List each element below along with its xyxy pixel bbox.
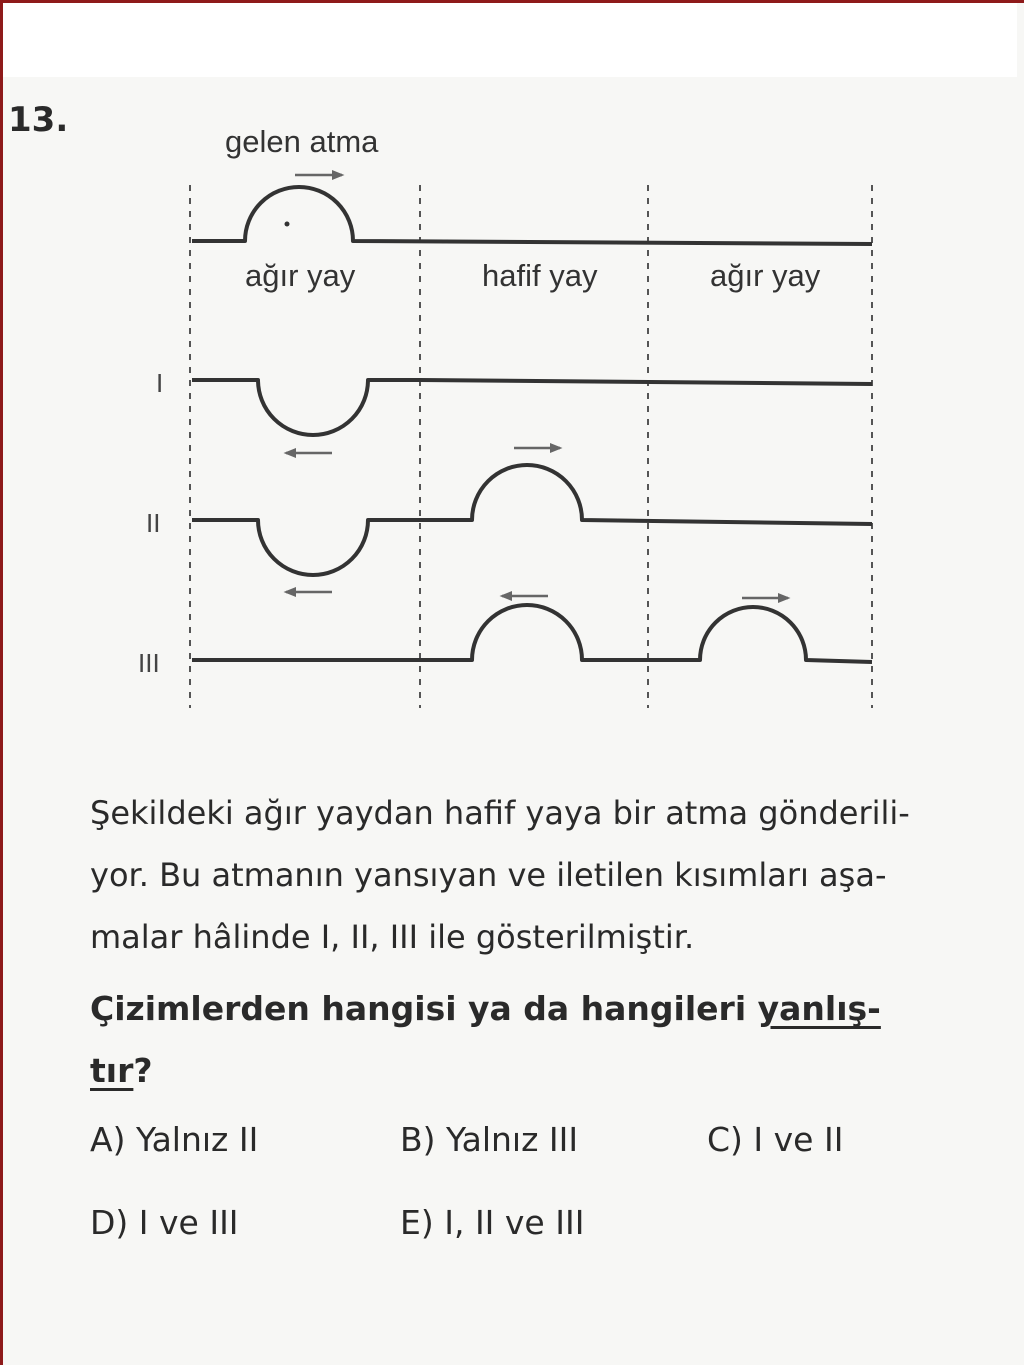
option-b-letter: B)	[400, 1120, 436, 1159]
wave-pulse-figure	[0, 110, 1024, 720]
option-a-text: Yalnız II	[135, 1120, 259, 1159]
paragraph-line-2: yor. Bu atmanın yansıyan ve iletilen kısımları aşa-	[90, 856, 887, 894]
option-e[interactable]	[400, 1203, 584, 1242]
section-label-light: hafif yay	[482, 258, 598, 293]
row-ii-wave	[192, 465, 872, 575]
option-c-letter: C)	[707, 1120, 743, 1159]
section-label-heavy-1: ağır yay	[245, 258, 356, 293]
option-b-text: Yalnız III	[446, 1120, 579, 1159]
top-white-band	[3, 3, 1017, 77]
row-iii-wave	[192, 605, 872, 662]
question-prompt	[90, 978, 980, 1102]
question-number: 13.	[8, 100, 69, 140]
question-paragraph	[90, 782, 980, 968]
incoming-pulse-label: gelen atma	[225, 124, 379, 159]
prompt-text: Çizimlerden hangisi ya da hangileri	[90, 989, 758, 1028]
option-e-text: I, II ve III	[444, 1203, 585, 1242]
option-a[interactable]	[90, 1120, 258, 1159]
row-i-wave	[192, 380, 872, 435]
paragraph-line-3: malar hâlinde I, II, III ile gösterilmiştir.	[90, 918, 695, 956]
option-d-text: I ve III	[138, 1203, 239, 1242]
prompt-underlined-2: tır	[90, 1051, 134, 1090]
option-c-text: I ve II	[753, 1120, 844, 1159]
pulse-dot	[285, 222, 290, 227]
paragraph-line-1: Şekildeki ağır yaydan hafif yaya bir atma gönderili-	[90, 794, 910, 832]
row-label-iii: III	[138, 648, 160, 678]
prompt-ending: ?	[133, 1051, 153, 1090]
option-d[interactable]	[90, 1203, 239, 1242]
option-a-letter: A)	[90, 1120, 126, 1159]
row-label-i: I	[156, 368, 164, 398]
option-b[interactable]	[400, 1120, 578, 1159]
section-label-heavy-2: ağır yay	[710, 258, 821, 293]
incoming-wave	[192, 187, 872, 244]
option-c[interactable]	[707, 1120, 843, 1159]
prompt-underlined-1: yanlış-	[757, 989, 881, 1028]
option-d-letter: D)	[90, 1203, 129, 1242]
row-label-ii: II	[146, 508, 161, 538]
option-e-letter: E)	[400, 1203, 434, 1242]
